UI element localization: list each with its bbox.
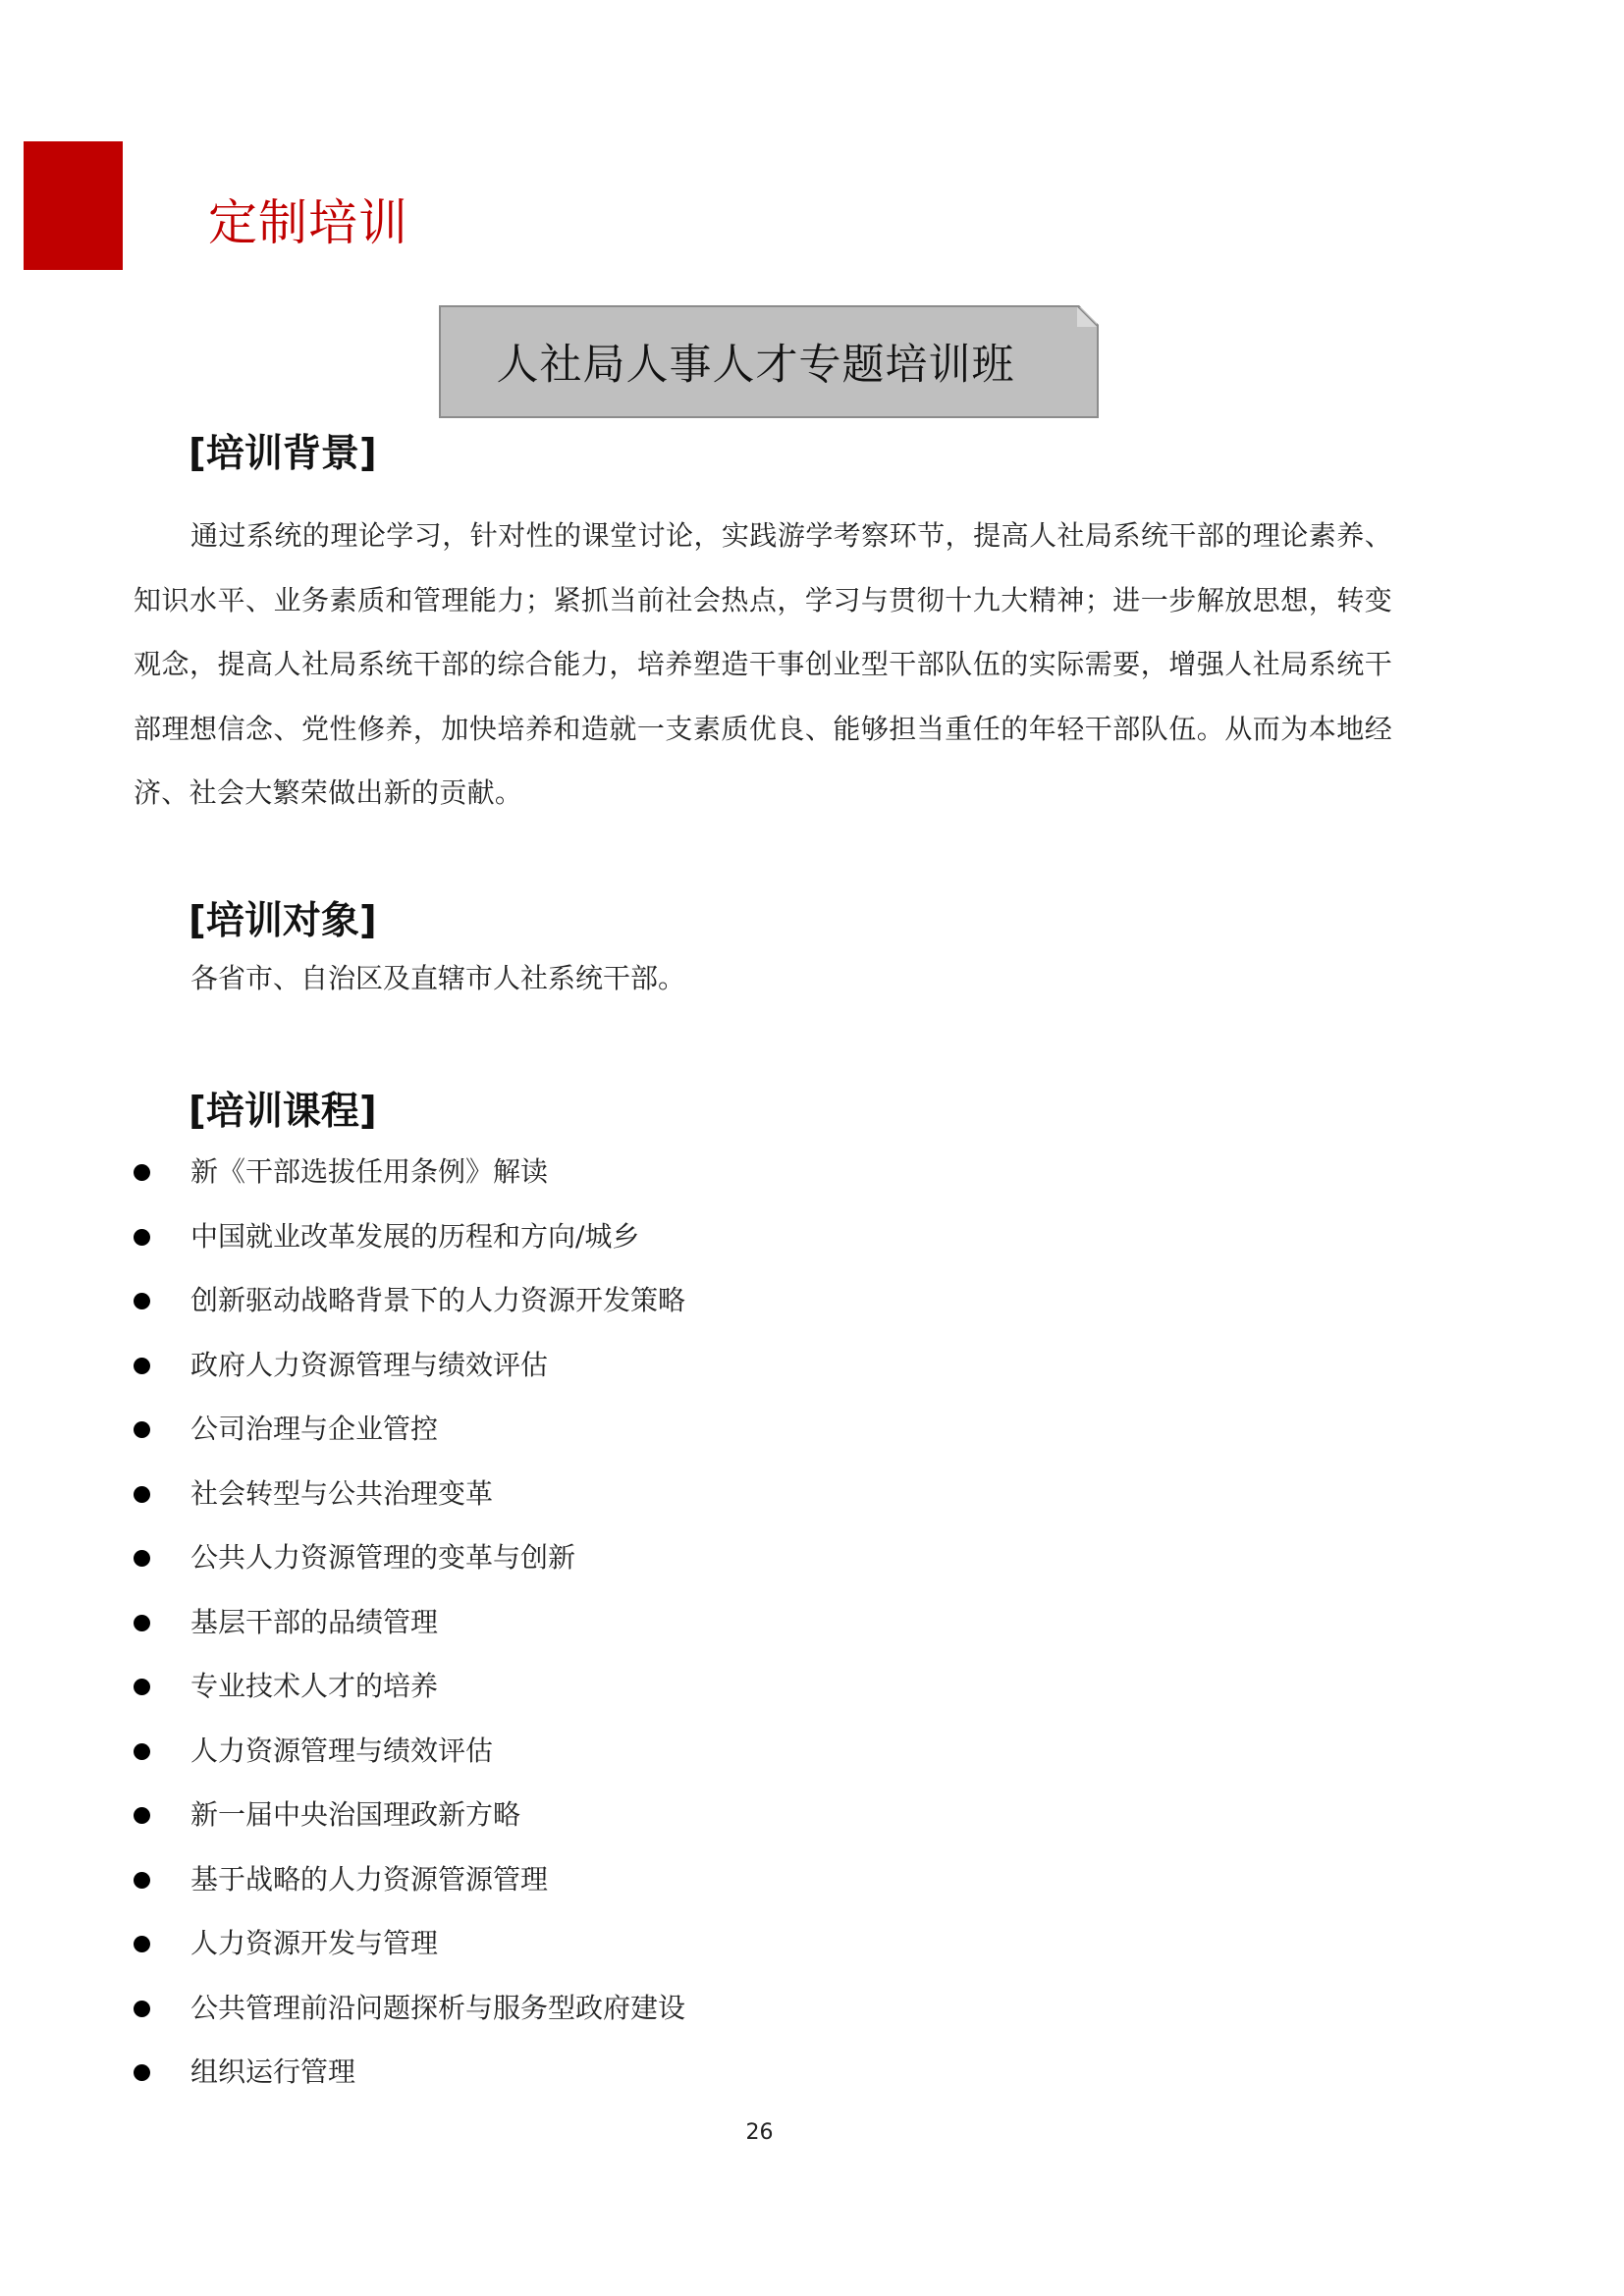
course-item-text: 社会转型与公共治理变革 xyxy=(190,1476,494,1510)
bullet-icon xyxy=(134,1743,150,1760)
audience-heading: [培训对象] xyxy=(189,899,377,943)
bullet-icon xyxy=(134,1421,150,1438)
background-heading: [培训背景] xyxy=(189,432,377,476)
course-item xyxy=(0,1855,1624,1920)
bullet-icon xyxy=(134,1358,150,1374)
course-item xyxy=(0,1212,1624,1277)
course-item xyxy=(0,1148,1624,1212)
course-item-text: 人力资源管理与绩效评估 xyxy=(190,1734,494,1767)
background-paragraph: 通过系统的理论学习，针对性的课堂讨论，实践游学考察环节，提高人社局系统干部的理论素养、知识水平、业务素质和管理能力；紧抓当前社会热点，学习与贯彻十九大精神；进一步解放思想，转变观念，提高人社局系统干部的综合能力，培养塑造干事创业型干部队伍的实际需要，增强人社局系统干部理想信念、党性修养，加快培养和造就一支素质优良、能够担当重任的年轻干部队伍。从而为本地经济、社会大繁荣做出新的贡献。 xyxy=(134,519,1392,809)
course-item xyxy=(0,1276,1624,1341)
bullet-icon xyxy=(134,1550,150,1567)
bullet-icon xyxy=(134,1936,150,1952)
course-item-text: 政府人力资源管理与绩效评估 xyxy=(190,1348,549,1381)
course-item xyxy=(0,2048,1624,2112)
course-item-text: 基层干部的品绩管理 xyxy=(190,1605,439,1638)
course-item-text: 专业技术人才的培养 xyxy=(190,1670,439,1702)
courses-heading: [培训课程] xyxy=(189,1090,377,1134)
course-item-text: 新《干部选拔任用条例》解读 xyxy=(190,1155,549,1188)
course-item xyxy=(0,1919,1624,1984)
section-marker-block xyxy=(24,141,123,270)
banner-folded-corner xyxy=(1077,305,1099,327)
course-item-text: 公司治理与企业管控 xyxy=(190,1413,439,1445)
course-item xyxy=(0,1405,1624,1469)
bullet-icon xyxy=(134,2001,150,2017)
course-item-text: 组织运行管理 xyxy=(190,2056,356,2088)
course-item xyxy=(0,1790,1624,1855)
course-item xyxy=(0,1469,1624,1534)
course-item xyxy=(0,1984,1624,2049)
course-item-text: 中国就业改革发展的历程和方向/城乡 xyxy=(190,1219,640,1253)
bullet-icon xyxy=(134,1615,150,1631)
course-banner-title: 人社局人事人才专题培训班 xyxy=(496,341,1015,390)
bullet-icon xyxy=(134,1229,150,1246)
course-item xyxy=(0,1662,1624,1727)
audience-text: 各省市、自治区及直辖市人社系统干部。 xyxy=(190,962,686,994)
course-list xyxy=(0,1148,1624,2112)
course-item xyxy=(0,1341,1624,1406)
bullet-icon xyxy=(134,1872,150,1889)
course-item-text: 公共管理前沿问题探析与服务型政府建设 xyxy=(190,1991,686,2024)
course-item-text: 创新驱动战略背景下的人力资源开发策略 xyxy=(190,1284,686,1316)
bullet-icon xyxy=(134,2064,150,2081)
bullet-icon xyxy=(134,1807,150,1824)
course-item-text: 新一届中央治国理政新方略 xyxy=(190,1798,521,1831)
course-item-text: 基于战略的人力资源管源管理 xyxy=(190,1862,549,1896)
page-number: 26 xyxy=(745,2120,774,2145)
bullet-icon xyxy=(134,1293,150,1309)
course-item xyxy=(0,1727,1624,1791)
course-item-text: 公共人力资源管理的变革与创新 xyxy=(190,1541,576,1574)
course-item xyxy=(0,1533,1624,1598)
course-item xyxy=(0,1598,1624,1663)
section-title: 定制培训 xyxy=(208,194,408,251)
course-item-text: 人力资源开发与管理 xyxy=(190,1927,439,1959)
bullet-icon xyxy=(134,1486,150,1503)
bullet-icon xyxy=(134,1679,150,1695)
bullet-icon xyxy=(134,1164,150,1181)
